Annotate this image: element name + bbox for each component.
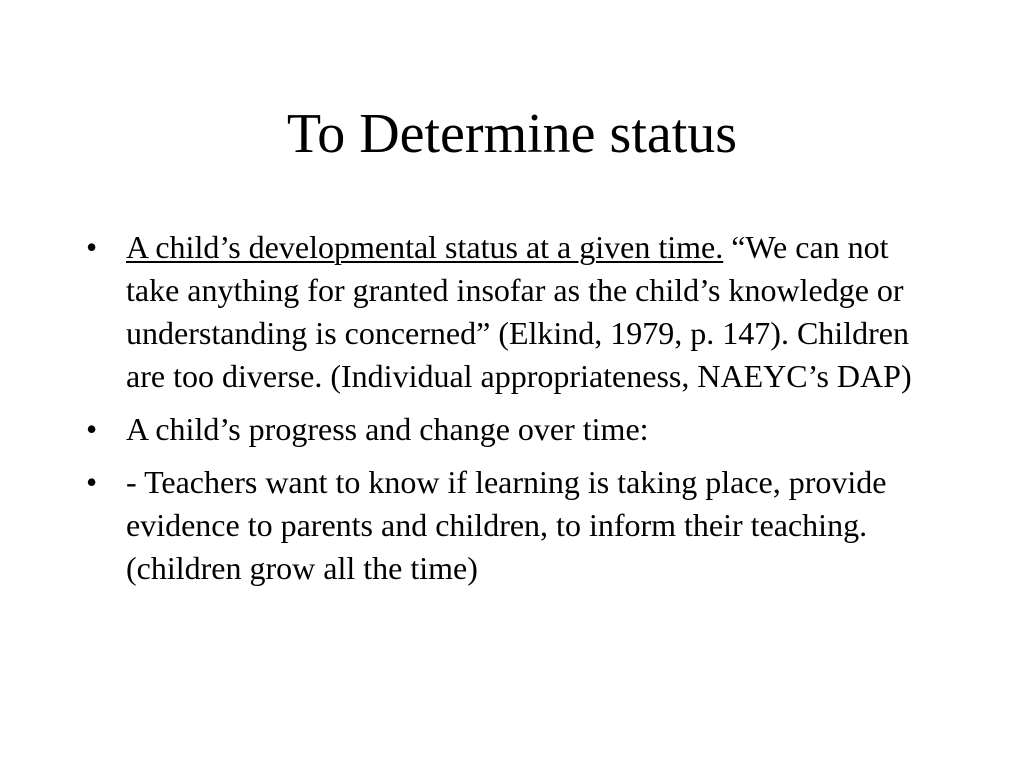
bullet-underlined-lead: A child’s developmental status at a given time. (126, 229, 724, 265)
bullet-list (86, 226, 946, 600)
slide-title: To Determine status (286, 103, 738, 165)
bullet-text: - Teachers want to know if learning is taking place, provide evidence to parents and children, to inform their teaching. (children grow all the time) (126, 464, 887, 586)
bullet-item-developmental-status (86, 226, 946, 398)
bullet-item-teachers (86, 461, 946, 590)
bullet-marker: • (86, 411, 98, 447)
bullet-text: A child’s progress and change over time: (126, 411, 649, 447)
bullet-marker: • (86, 464, 98, 500)
bullet-text: “We can not take anything for granted insofar as the child’s knowledge or understanding is concerned” (Elkind, 1979, p. 147). Children are too diverse. (Individual appropriateness, NAEYC’s DAP) (126, 229, 912, 394)
bullet-marker: • (86, 229, 98, 265)
bullet-item-progress (86, 408, 946, 451)
